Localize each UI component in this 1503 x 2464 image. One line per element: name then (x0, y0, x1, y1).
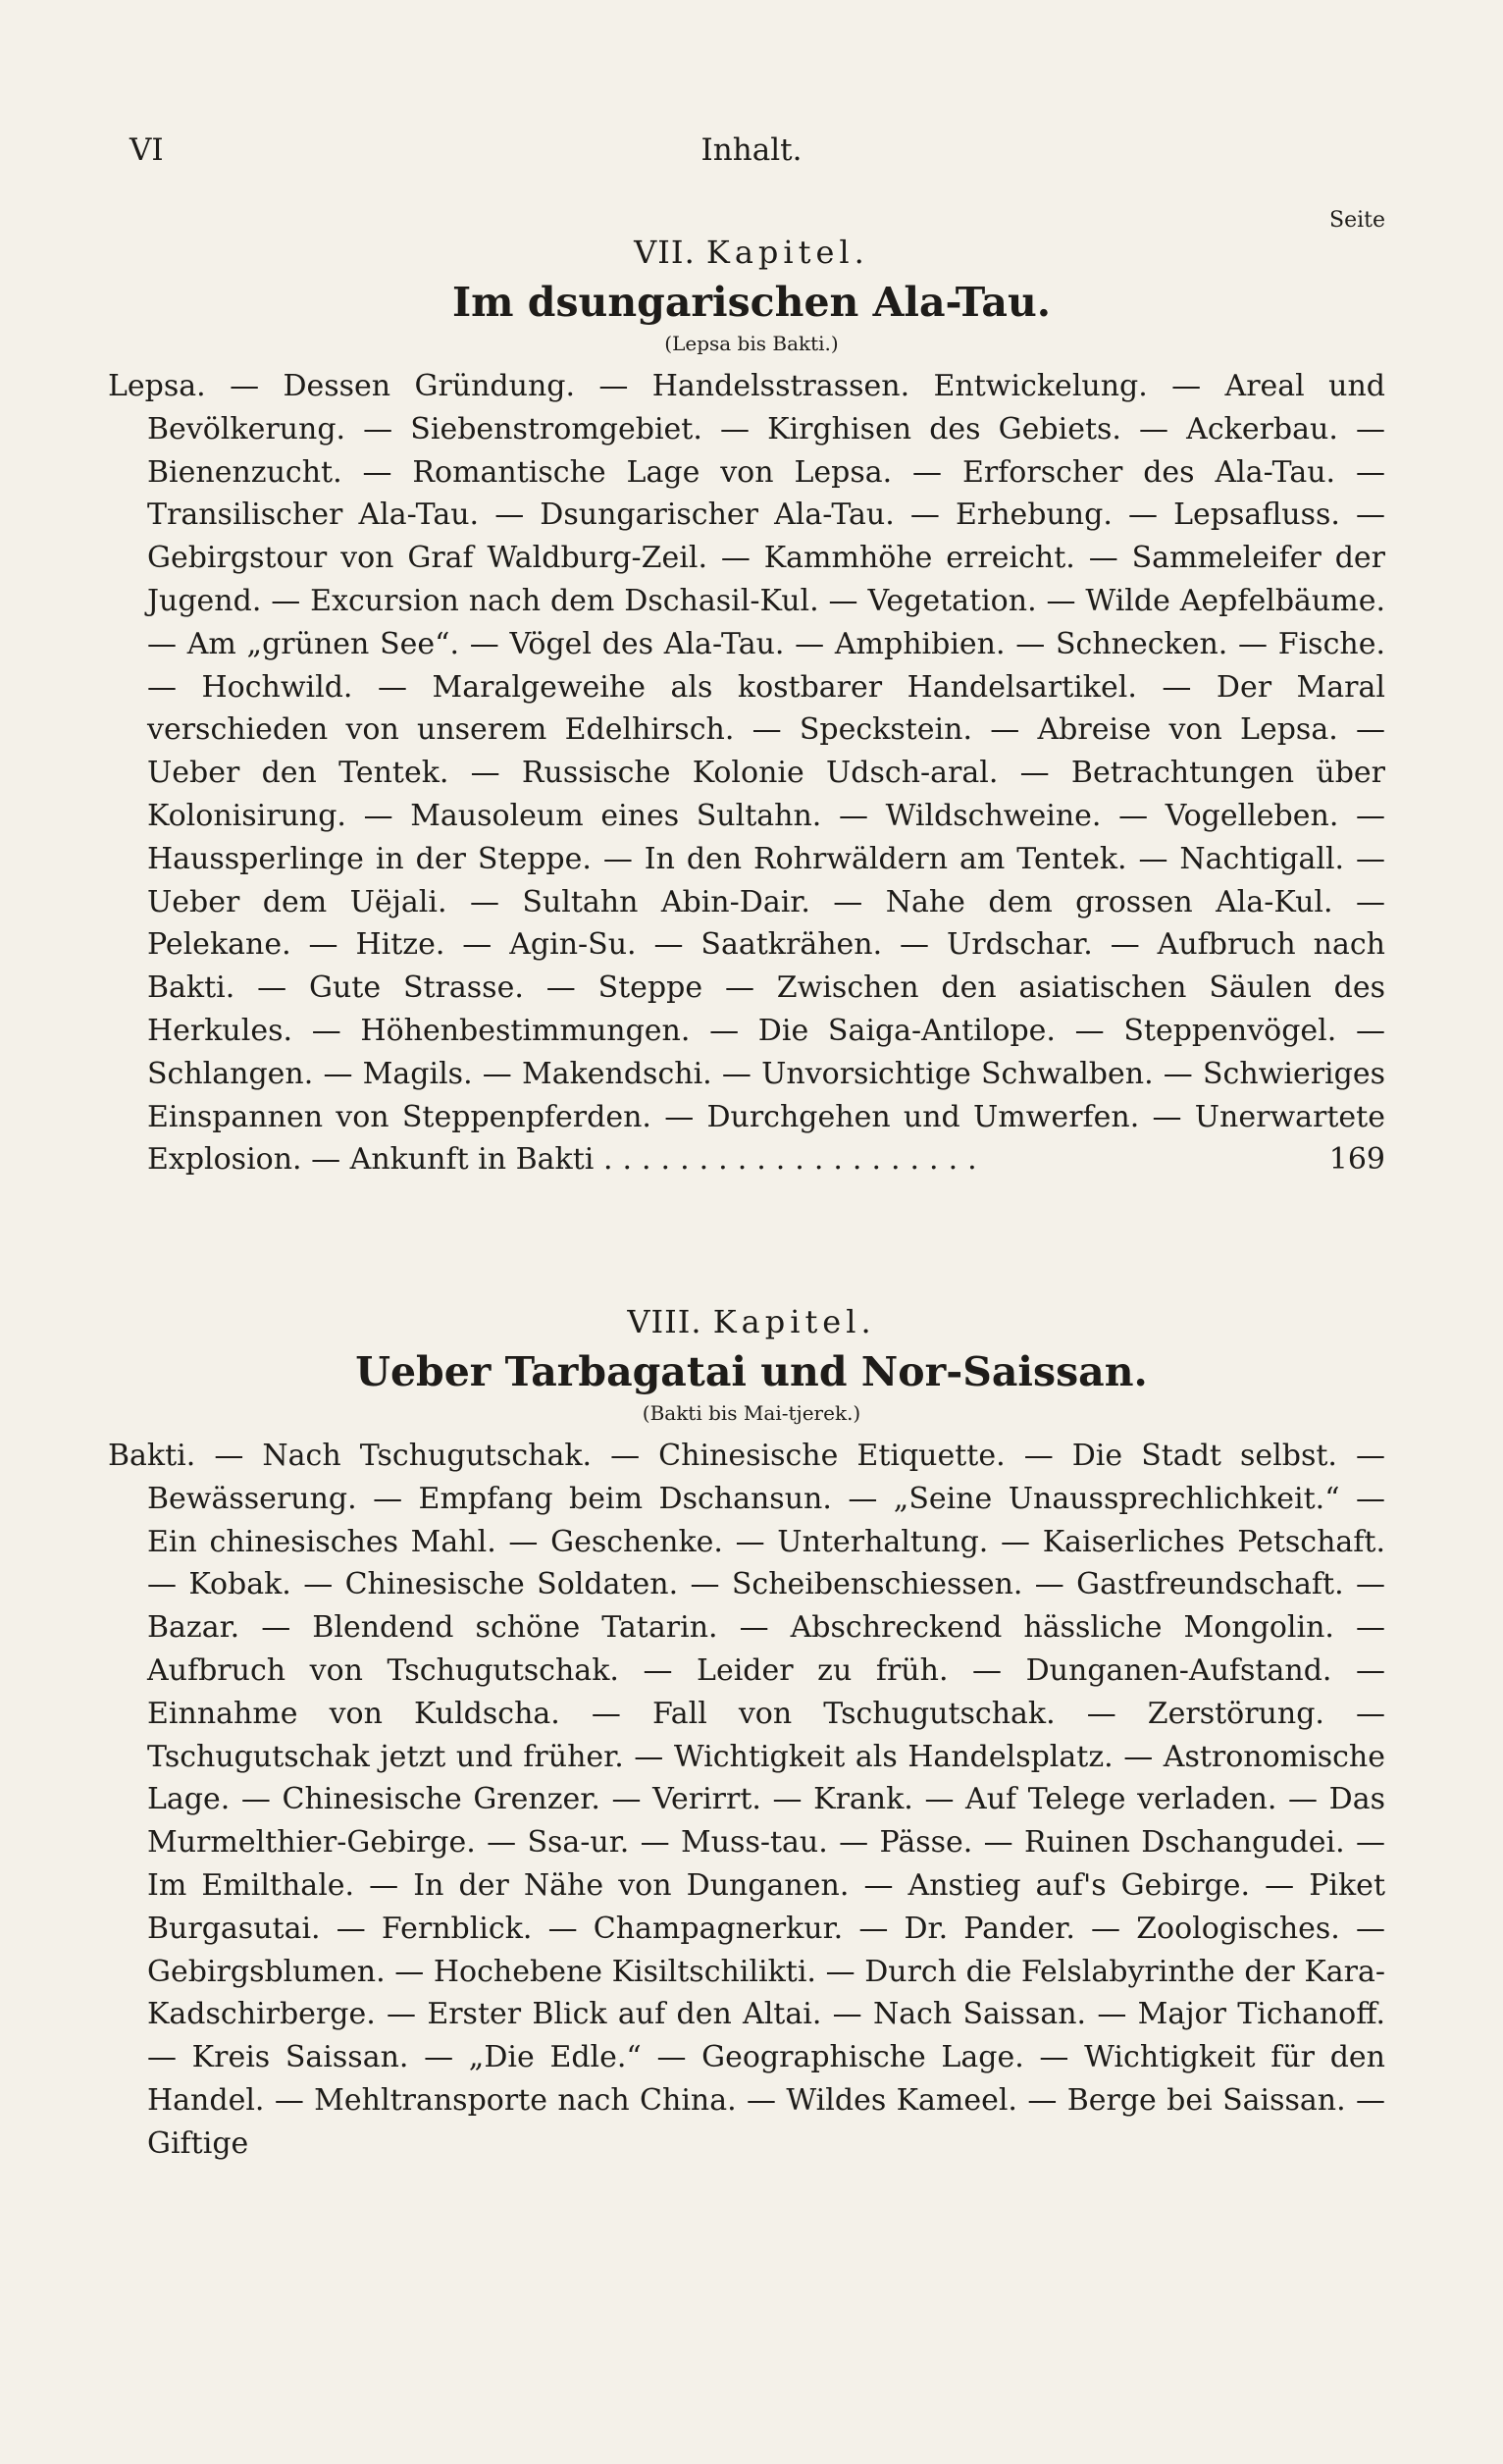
chapter-viii (0, 1303, 1503, 2166)
chapter-vii (0, 234, 1503, 1181)
running-head: Inhalt. (700, 132, 803, 168)
page-number: VI (130, 132, 164, 168)
chapter-title: Im dsungarischen Ala-Tau. (451, 279, 1052, 326)
chapter-word: Kapitel. (712, 1303, 876, 1340)
dot-leader: .................... (602, 1142, 987, 1178)
chapter-label (0, 1303, 1503, 1340)
chapter-subtitle: (Lepsa bis Bakti.) (664, 332, 839, 355)
chapter-contents-text: Lepsa. — Dessen Gründung. — Handelsstrassen. Entwickelung. — Areal und Bevölkerung. — Siebenstromgebiet. — Kirghisen des Gebiets. — Ackerbau. — Bienenzucht. — Romantische Lage von Lepsa. — Erforscher des Ala-Tau. — Transilischer Ala-Tau. — Dsungarischer Ala-Tau. — Erhebung. — Lepsafluss. — Gebirgstour von Graf Waldburg-Zeil. — Kammhöhe erreicht. — Sammeleifer der Jugend. — Excursion nach dem Dschasil-Kul. — Vegetation. — Wilde Aepfelbäume. — Am „grünen See“. — Vögel des Ala-Tau. — Amphibien. — Schnecken. — Fische. — Hochwild. — Maralgeweihe als kostbarer Handelsartikel. — Der Maral verschieden von unserem Edelhirsch. — Speckstein. — Abreise von Lepsa. — Ueber den Tentek. — Russische Kolonie Udsch-aral. — Betrachtungen über Kolonisirung. — Mausoleum eines Sultahn. — Wildschweine. — Vogelleben. — Haussperlinge in der Steppe. — In den Rohrwäldern am Tentek. — Nachtigall. — Ueber dem Uëjali. — Sultahn Abin-Dair. — Nahe dem grossen Ala-Kul. — Pelekane. — Hitze. — Agin-Su. — Saatkrähen. — Urdschar. — Aufbruch nach Bakti. — Gute Strasse. — Steppe — Zwischen den asiatischen Säulen des Herkules. — Höhenbestimmungen. — Die Saiga-Antilope. — Steppenvögel. — Schlangen. — Magils. — Makendschi. — Unvorsichtige Schwalben. — Schwieriges Einspannen von Steppenpferden. — Durchgehen und Umwerfen. — Unerwartete Explosion. — Ankunft in Bakti (108, 369, 1385, 1178)
chapter-label (0, 234, 1503, 271)
chapter-number: VIII. (627, 1303, 702, 1340)
chapter-title: Ueber Tarbagatai und Nor-Saissan. (355, 1348, 1148, 1395)
page-reference: 169 (1328, 1142, 1385, 1178)
chapter-word: Kapitel. (705, 234, 869, 271)
chapter-contents (108, 365, 1385, 1181)
chapter-subtitle: (Bakti bis Mai-tjerek.) (642, 1401, 861, 1425)
chapter-number: VII. (634, 234, 696, 271)
page-header (0, 132, 1503, 172)
chapter-contents: Bakti. — Nach Tschugutschak. — Chinesische Etiquette. — Die Stadt selbst. — Bewässerung. — Empfang beim Dschansun. — „Seine Unaussprechlichkeit.“ — Ein chinesisches Mahl. — Geschenke. — Unterhaltung. — Kaiserliches Petschaft. — Kobak. — Chinesische Soldaten. — Scheibenschiessen. — Gastfreundschaft. — Bazar. — Blendend schöne Tatarin. — Abschreckend hässliche Mongolin. — Aufbruch von Tschugutschak. — Leider zu früh. — Dunganen-Aufstand. — Einnahme von Kuldscha. — Fall von Tschugutschak. — Zerstörung. — Tschugutschak jetzt und früher. — Wichtigkeit als Handelsplatz. — Astronomische Lage. — Chinesische Grenzer. — Verirrt. — Krank. — Auf Telege verladen. — Das Murmelthier-Gebirge. — Ssa-ur. — Muss-tau. — Pässe. — Ruinen Dschangudei. — Im Emilthale. — In der Nähe von Dunganen. — Anstieg auf's Gebirge. — Piket Burgasutai. — Fernblick. — Champagnerkur. — Dr. Pander. — Zoologisches. — Gebirgsblumen. — Hochebene Kisiltschilikti. — Durch die Felslabyrinthe der Kara-Kadschirberge. — Erster Blick auf den Altai. — Nach Saissan. — Major Tichanoff. — Kreis Saissan. — „Die Edle.“ — Geographische Lage. — Wichtigkeit für den Handel. — Mehltransporte nach China. — Wildes Kameel. — Berge bei Saissan. — Giftige (108, 1439, 1385, 2161)
seite-label: Seite (1329, 208, 1385, 233)
